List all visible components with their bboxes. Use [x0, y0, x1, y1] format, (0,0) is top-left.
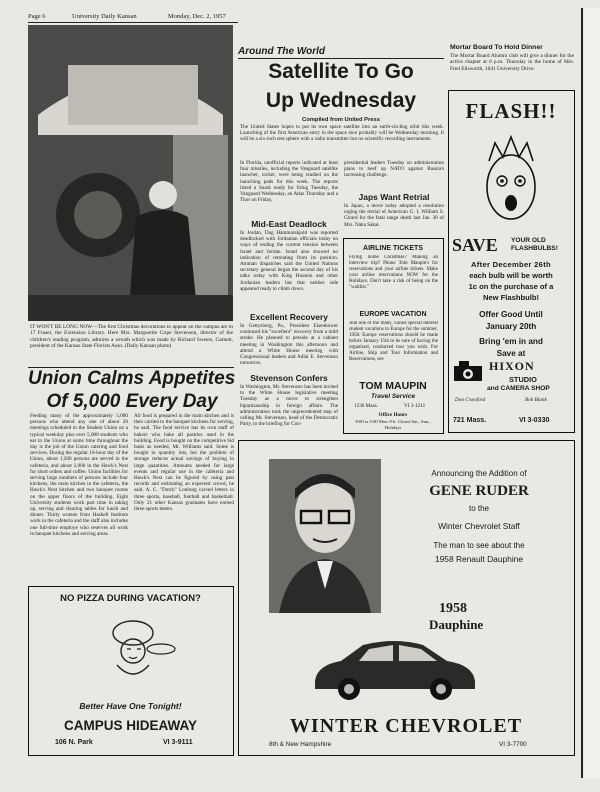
flash-title: FLASH!!	[465, 99, 557, 123]
pizza-name: CAMPUS HIDEAWAY	[63, 718, 198, 733]
portrait-figure	[269, 459, 381, 613]
pizza-address: 106 N. Park	[55, 739, 93, 746]
mideast-story: In Jordan, Dag Hammarskjold was reported deadlocked with Jordanian officials today on ways of ending the current tension between Israel and Jordan. Israel also showed no indication of retreating from its position. Amman dispatches said the United Nations secretary general began the second day of his talks today with King Hussein and other Jordanian leaders but that neither side appeared ready to climb down.	[240, 230, 338, 292]
page-edge	[581, 8, 583, 778]
satellite-headline-2: Up Wednesday	[265, 89, 417, 112]
flash-line-3: 1c on the purchase of a	[468, 282, 554, 291]
recovery-heading: Excellent Recovery	[250, 312, 328, 322]
bring-text: Bring 'em in and	[479, 337, 543, 346]
japs-heading: Japs Want Retrial	[358, 192, 430, 202]
hixon-flash-ad	[448, 90, 575, 433]
employee-name: GENE RUDER	[429, 483, 529, 499]
gene-ruder-portrait	[269, 459, 381, 613]
maupin-name: TOM MAUPIN	[359, 380, 427, 392]
recovery-story: In Gettysburg, Pa., President Eisenhower continued his "excellent" recovery from a mild stroke. He planned to preside at a cabinet meeting in Washington this afternoon and attend a White House meeting with Congressional leaders and Adlai E. Stevenson tomorrow.	[240, 323, 338, 367]
issue-date: Monday, Dec. 2, 1957	[168, 13, 226, 20]
man-to-see-text: The man to see about the	[433, 541, 525, 550]
wire-credit: Compiled from United Press	[302, 117, 380, 123]
airline-text: Flying home Christmas? Making an interview trip? Phone Tom Maupin's for reservations and your airline tickets. Make your airline reservations NOW for the Holidays. Don't take a risk of being on the "waitlist."	[349, 255, 438, 290]
pizza-phone: VI 3-9111	[163, 739, 193, 746]
adjoining-page	[584, 8, 600, 778]
pizza-tagline: Better Have One Tonight!	[79, 701, 182, 711]
christmas-photo	[28, 25, 233, 321]
camera-icon	[453, 359, 487, 383]
flash-line-1: After December 26th	[471, 260, 551, 269]
hixon-names-right: Bob Blank	[525, 397, 547, 403]
hixon-name: HIXON	[489, 359, 535, 373]
maupin-phone: VI 3-1211	[404, 403, 426, 409]
surprised-face-icon	[473, 135, 549, 231]
save-subtitle: YOUR OLD FLASHBULBS!	[511, 237, 558, 252]
save-word: SAVE	[452, 235, 498, 255]
maupin-travel-ad	[343, 238, 444, 434]
section-heading: Around The World	[238, 46, 326, 57]
mortar-story: The Mortar Board Alumni club will give a dinner for the active chapter at 6 p.m. Thursday in the home of Mrs. Fred Ellsworth, 1641 University Drive.	[450, 53, 574, 72]
europe-text: Join one of the many, varied special interest student vacations to Europe for the summer, 1958. Europe reservations should be made before January 15th to be sure of having the organized, conducted tour you wish. For Airline, Ship and Tour Information and Reservations, see	[349, 321, 438, 362]
flash-line-2: each bulb will be worth	[469, 271, 553, 280]
dealer-address: 8th & New Hampshire	[269, 741, 332, 748]
car-illustration-icon	[311, 631, 479, 705]
car-name: Dauphine	[429, 617, 484, 632]
save-at-text: Save at	[496, 349, 526, 358]
japs-story: In Japan, a move today adopted a resolution urging the retrial of American G. I. William S. Girard for the fatal range death last Jan. 30 of Mrs. Naka Sakai.	[344, 203, 444, 228]
paper-name: University Daily Kansan	[72, 13, 137, 20]
masthead-rule	[28, 22, 238, 23]
dealer-phone: VI 3-7700	[499, 741, 527, 748]
campus-hideaway-ad	[28, 586, 234, 756]
airline-heading: AIRLINE TICKETS	[363, 245, 423, 252]
offer-date: January 20th	[485, 322, 537, 331]
dealer-name: WINTER CHEVROLET	[289, 715, 523, 737]
announce-text: Announcing the Addition of	[431, 469, 527, 478]
photo-scene	[28, 25, 233, 321]
maupin-address: 1236 Mass.	[354, 403, 378, 409]
hixon-studio: STUDIO	[509, 375, 537, 384]
maupin-service: Travel Service	[371, 393, 415, 400]
to-the-text: to the	[468, 504, 489, 513]
car-year: 1958	[439, 601, 467, 616]
hixon-names-left: Don Crawford	[455, 397, 486, 403]
union-column-2: All food is prepared in the main kitchen and is then carried to the banquet kitchens for serving, he said. The food service has its own staff of bakers who bake all pastries used in the building. Food is bought on the competitive bid basis as needed, Mr. Williams said. Some is bought in quantity lots, but the problem of storage reduces actual savings of buying in large quantities. Amounts needed for large events and regular use in the cafeteria and Hawk's Nest can be figured by using past records and estimating an expected crowd, he said. A. C. "Dutch" Lonborg carved letters in three sports, baseball, football and basketball. Only 21 other Kansas graduates have earned three sports letters.	[134, 413, 234, 513]
winter-chevrolet-ad	[238, 440, 575, 756]
union-column-1: Feeding many of the approximately 5,000 persons who attend any one of about 20 meetings scheduled in the Student Union on a typical weekday plus over 5,000 students who eat in the Union at some time throughout the day is the job of the Union catering and food services. During the regular 16-hour day of the Union, about 1,200 persons are served in the cafeteria, and about 2,000 in the Hawk's Nest for short orders and coffee. Union facilities for serving large numbers of persons include four kitchens, the main kitchen in the cafeteria, the Hawk's Nest kitchen and two banquet rooms on the upper floors of the building. Eight University students work part time in taking up, serving and clearing tables for lunch and dinner. Thirty women from Haskell Institute work in the cafeteria and the staff also includes one full-time employe who reserves all work in banquet kitchens and serving areas.	[30, 413, 128, 537]
mideast-heading: Mid-East Deadlock	[251, 219, 327, 229]
union-headline-2: Of 5,000 Every Day	[46, 391, 218, 412]
europe-heading: EUROPE VACATION	[359, 311, 427, 318]
offer-text: Offer Good Until	[479, 310, 543, 319]
stevenson-story: In Washington, Mr. Stevenson has been invited to the White House legislative meeting Tuesday as a move to strengthen bipartisanship in foreign affairs. The administration took the unprecedented step of calling Mr. Stevenson, head of the Democratic Party, to the briefing for Con-	[240, 384, 338, 428]
hixon-phone: VI 3-0330	[519, 417, 550, 424]
hixon-camera-shop: and CAMERA SHOP	[487, 385, 550, 392]
satellite-headline-1: Satellite To Go	[268, 60, 414, 83]
page-number: Page 6	[28, 13, 46, 20]
world-rule	[238, 58, 444, 59]
hours-heading: Office Hours	[378, 412, 408, 418]
hixon-address: 721 Mass.	[453, 417, 487, 424]
pizza-headline: NO PIZZA DURING VACATION?	[60, 593, 201, 604]
stevenson-heading: Stevenson Confers	[250, 373, 328, 383]
pizza-chef-icon	[87, 609, 179, 689]
photo-caption: IT WON'T BE LONG NOW—The first Christmas decorations to appear on the campus are in 17 Fraser, the Extension Library. Here Mrs. Marguerite Cripe Stevenson, director of the children's reading program, admires a wreath which was made by Richard Sweers, Garnett, president of the Kansas State Florists Assn. (Daily Kansan photo)	[30, 324, 233, 349]
union-headline-1: Union Calms Appetites	[28, 368, 236, 389]
staff-text: Winter Chevrolet Staff	[438, 521, 520, 531]
nato-story: presidential leaders Tuesday on administration plans to beef up NATO against Russia's increasing challenge.	[344, 160, 444, 179]
car-model-text: 1958 Renault Dauphine	[434, 554, 523, 564]
mortar-headline: Mortar Board To Hold Dinner	[450, 44, 543, 51]
office-hours: 8:00 to 5:00 Mon.-Fri. Closed Sat., Sun., Holidays	[355, 419, 431, 430]
satellite-lead: The United States hopes to put its own space satellite into an earth-circling orbit this week. Launching of the first American entry in the space race probably will be Wednesday morning. It will be a six-inch test sphere with a radio transmitter but no scientific recording instruments.	[240, 124, 444, 143]
florida-story: In Florida, unofficial reports indicated at least four missiles, including the Vanguard satellite launcher, rocket, were being readied on the launching pads for this week. The reports listed a Snark ready for firing Tuesday, the Vanguard Wednesday, an Atlas Thursday and a Thor on Friday.	[240, 160, 338, 204]
flash-line-4: New Flashbulb!	[482, 293, 540, 302]
